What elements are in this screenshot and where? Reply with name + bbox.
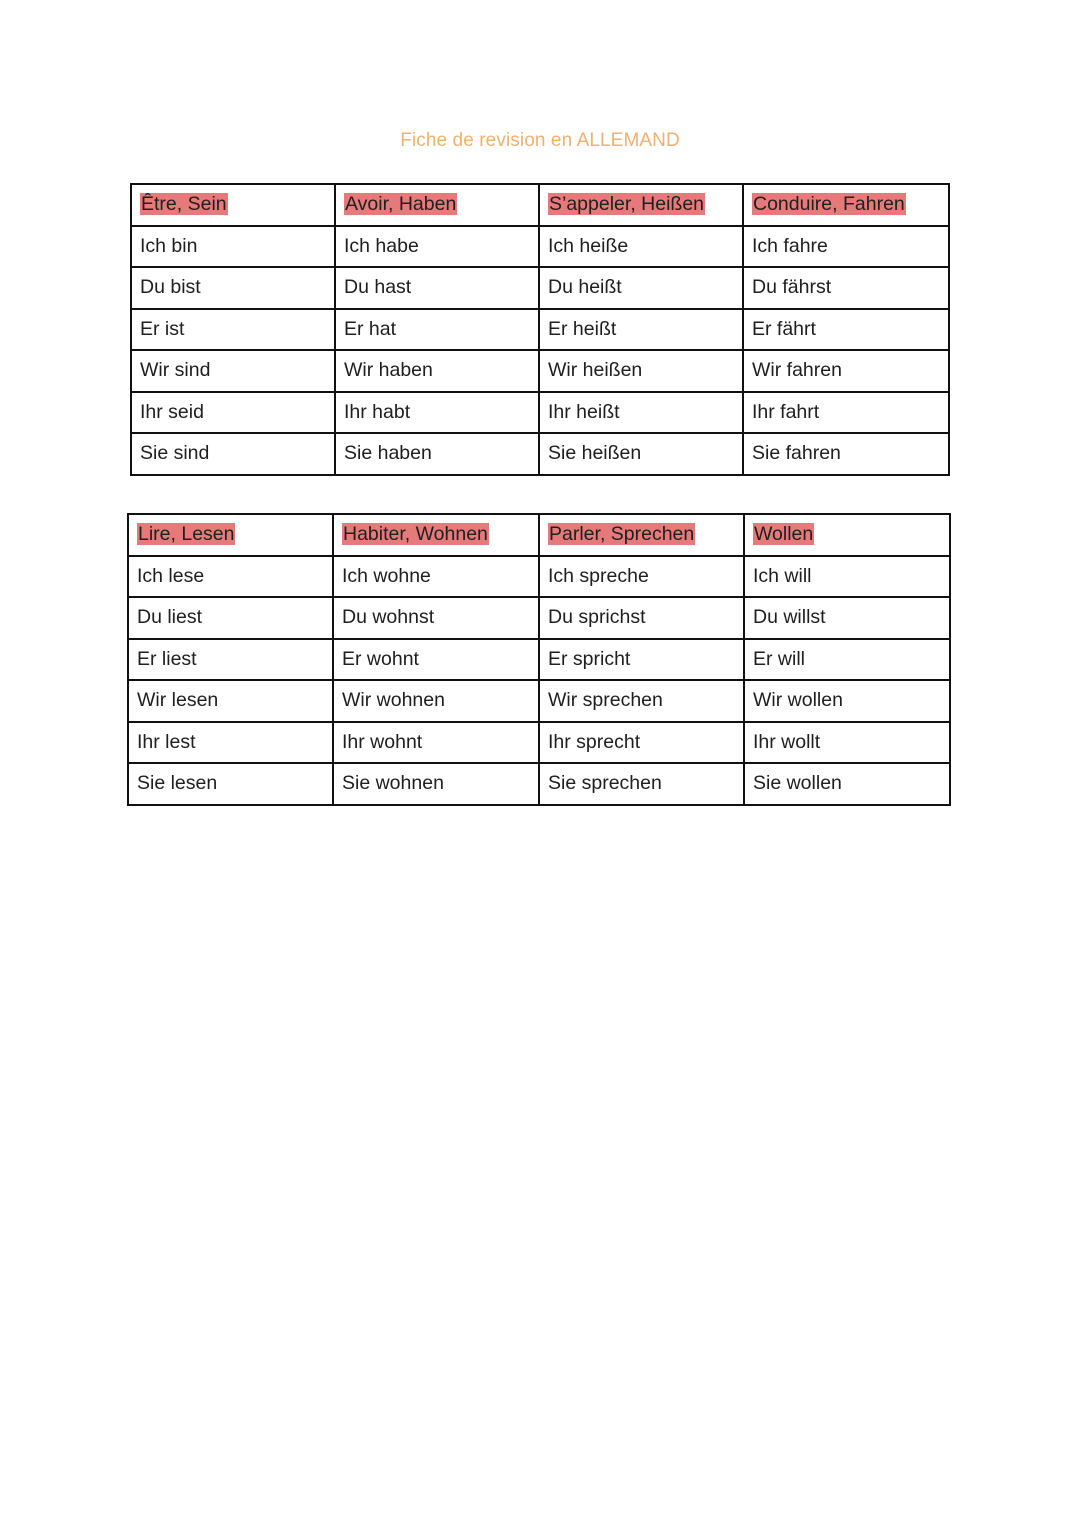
verb-heading: Wollen [754, 523, 814, 546]
table-cell: Ihr wollt [744, 722, 950, 764]
table-cell: Wir sprechen [539, 680, 744, 722]
table-cell: Ihr seid [131, 392, 335, 434]
table-cell: Du fährst [743, 267, 949, 309]
verb-heading: Avoir, Haben [345, 193, 457, 216]
table-cell: Sie wohnen [333, 763, 539, 805]
table-cell: Ihr wohnt [333, 722, 539, 764]
table-cell: Er hat [335, 309, 539, 351]
table-cell: Ich bin [131, 226, 335, 268]
table-cell: Ich habe [335, 226, 539, 268]
table-cell: Ihr habt [335, 392, 539, 434]
table-cell: Wir wohnen [333, 680, 539, 722]
table-cell: Du liest [128, 597, 333, 639]
table-cell: Er liest [128, 639, 333, 681]
verb-heading: Lire, Lesen [138, 523, 235, 546]
table-cell: Du bist [131, 267, 335, 309]
table-cell: Wir fahren [743, 350, 949, 392]
table-cell: Ihr lest [128, 722, 333, 764]
verb-heading: Être, Sein [141, 193, 227, 216]
table-cell: Wir lesen [128, 680, 333, 722]
table-cell: Sie lesen [128, 763, 333, 805]
verb-heading: Parler, Sprechen [549, 523, 695, 546]
table-cell: Wir haben [335, 350, 539, 392]
table-cell: Ich will [744, 556, 950, 598]
table-cell: Er spricht [539, 639, 744, 681]
table-cell: Er ist [131, 309, 335, 351]
table-cell: Ihr sprecht [539, 722, 744, 764]
table-header-row [131, 184, 949, 226]
header-cell [128, 514, 333, 556]
page-title: Fiche de revision en ALLEMAND [400, 130, 680, 151]
table-cell: Sie heißen [539, 433, 743, 475]
table-row [128, 597, 950, 639]
table-row [131, 350, 949, 392]
table-cell: Er fährt [743, 309, 949, 351]
header-cell [743, 184, 949, 226]
table-row [128, 639, 950, 681]
table-cell: Er will [744, 639, 950, 681]
header-cell [539, 514, 744, 556]
table-cell: Wir sind [131, 350, 335, 392]
header-cell [131, 184, 335, 226]
table-cell: Ihr fahrt [743, 392, 949, 434]
verb-heading: Habiter, Wohnen [343, 523, 488, 546]
table-cell: Sie sprechen [539, 763, 744, 805]
header-cell [744, 514, 950, 556]
table-cell: Ich spreche [539, 556, 744, 598]
header-cell [539, 184, 743, 226]
verb-table-2 [127, 513, 951, 806]
header-cell [333, 514, 539, 556]
table-cell: Ihr heißt [539, 392, 743, 434]
table-cell: Ich wohne [333, 556, 539, 598]
table-row [131, 309, 949, 351]
verb-heading: Conduire, Fahren [753, 193, 905, 216]
table-row [128, 556, 950, 598]
table-cell: Er wohnt [333, 639, 539, 681]
table-cell: Du heißt [539, 267, 743, 309]
table-cell: Sie wollen [744, 763, 950, 805]
table-cell: Sie fahren [743, 433, 949, 475]
table-cell: Du wohnst [333, 597, 539, 639]
table-cell: Er heißt [539, 309, 743, 351]
table-cell: Du sprichst [539, 597, 744, 639]
table-row [131, 433, 949, 475]
table-row [131, 267, 949, 309]
table-cell: Du willst [744, 597, 950, 639]
table-cell: Ich fahre [743, 226, 949, 268]
verb-table-1 [130, 183, 950, 476]
table-row [131, 226, 949, 268]
table-cell: Ich lese [128, 556, 333, 598]
table-cell: Du hast [335, 267, 539, 309]
table-cell: Sie sind [131, 433, 335, 475]
header-cell [335, 184, 539, 226]
table-row [131, 392, 949, 434]
table-cell: Ich heiße [539, 226, 743, 268]
table-cell: Wir heißen [539, 350, 743, 392]
table-row [128, 763, 950, 805]
table-row [128, 722, 950, 764]
table-row [128, 680, 950, 722]
verb-heading: S’appeler, Heißen [549, 193, 705, 216]
table-header-row [128, 514, 950, 556]
table-cell: Wir wollen [744, 680, 950, 722]
table-cell: Sie haben [335, 433, 539, 475]
